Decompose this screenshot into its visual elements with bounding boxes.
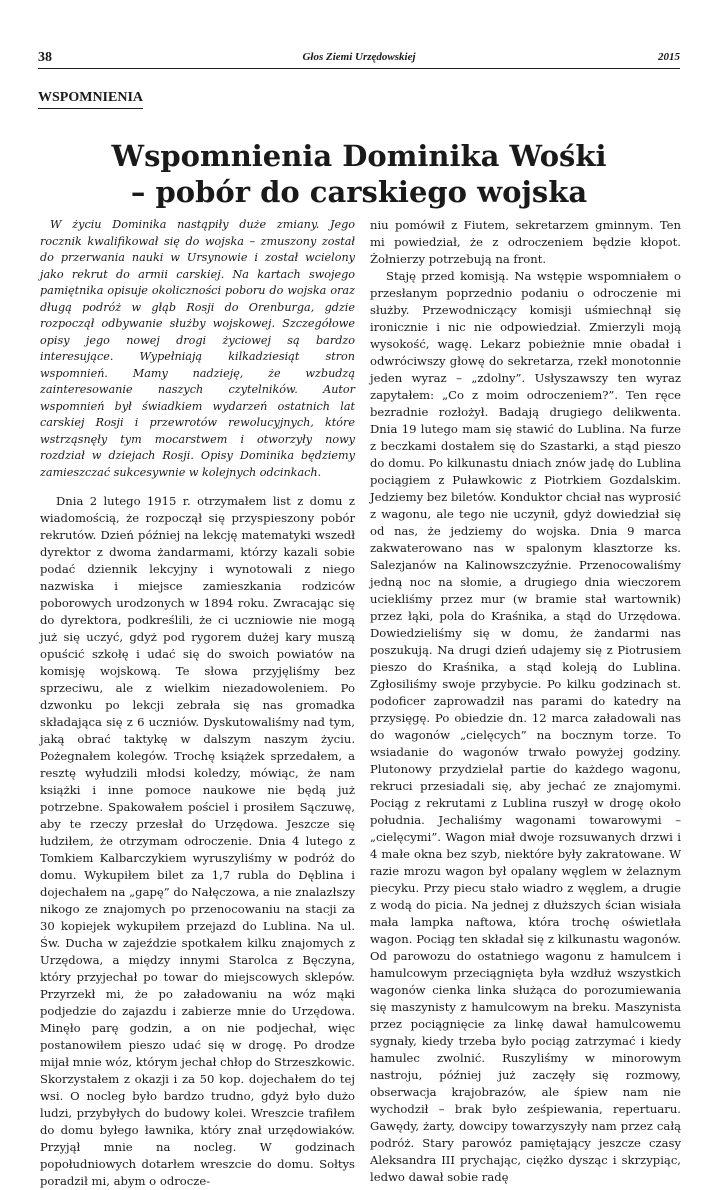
body-paragraph: Staję przed komisją. Na wstępie wspomniałem o przesłanym poprzednio podaniu o odroczenie mi służby. Przewodniczący komisji uśmiechnął się ironicznie i nic nie odpowiedział. Zmierzyli moją wysokość, wagę. Lekarz pobieżnie mnie obadał i odwróciwszy głowę do sekretarza, rzekł monotonnie jeden wyraz – „zdolny”. Usłyszawszy ten wyraz zapytałem: „Co z moim odroczeniem?”. Ten ręce bezradnie rozłożył. Badają drugiego delikwenta. Dnia 19 lutego mam się stawić do Lublina. Na furze z beczkami dostałem się do Szastarki, a stąd pieszo do domu. Po kilkunastu dniach znów jadę do Lublina pociągiem z Puławkowic z Piotrkiem Gozdalskim. Jedziemy bez biletów. Konduktor chciał nas wyprosić z wagonu, ale tego nie uczynił, gdyż dowiedział się od nas, że jedziemy do wojska. Dnia 9 marca zakwaterowano nas w spalonym klasztorze ks. Salezjanów na Kalinowszczyźnie. Przenocowaliśmy jedną noc na słomie, a drugiego dnia wieczorem uciekliśmy przez mur (w bramie stał wartownik) przez łąki, pola do Kraśnika, a stąd do Urzędowa. Dowiedzieliśmy się w domu, że żandarmi nas poszukują. Na drugi dzień udajemy się z Piotrusiem pieszo do Kraśnika, a stąd koleją do Lublina. Zgłosiliśmy swoje przybycie. Po kilku godzinach st. podoficer zaprowadził nas parami do katedry na przysięgę. Po obiedzie dn. 12 marca załadowali nas do wagonów „cielęcych” na bocznym torze. To wsiadanie do wagonów trwało powyżej godziny. Plutonowy przydzielał partie do każdego wagonu, rekruci przesiadali się, aby jechać ze znajomymi. Pociąg z rekrutami z Lublina ruszył w drogę około południa. Jechaliśmy wagonami towarowymi – „cielęcymi”. Wagon miał dwoje rozsuwanych drzwi i 4 małe okna bez szyb, niektóre były zakratowane. W razie mrozu wagon był opalany węglem w żelaznym piecyku. Przy piecu stało wiadro z węglem, a drugie z wodą do picia. Na jednej z dłuższych ścian wisiała mała lampka naftowa, która trochę oświetlała wagon. Pociąg ten składał się z kilkunastu wagonów. Od parowozu do ostatniego wagonu z hamulcem i hamulcowym przeciągnięta była wzdłuż wszystkich wagonów cienka linka służąca do porozumiewania się maszynisty z hamulcowym na breku. Maszynista przez pociągnięcie za linkę dawał hamulcowemu sygnały, kiedy trzeba było pociąg zatrzymać i kiedy hamulec zwolnić. Ruszyliśmy w minorowym nastroju, później już zaczęły się rozmowy, obserwacja krajobrazów, ale śpiew nam nie wychodził – brak było ześpiewania, repertuaru. Gawędy, żarty, dowcipy towarzyszyły nam przez całą podróż. Stary parowóz pamiętający jeszcze czasy Aleksandra III prychając, ciężko dysząc i skrzypiąc, ledwo dawał sobie radę [370,269,681,1184]
left-column [40,217,355,1190]
section-label: WSPOMNIENIA [38,90,143,109]
running-header [38,50,680,69]
article-title-line-1: Wspomnienia Dominika Wośki [111,139,607,173]
issue-year: 2015 [658,51,680,63]
journal-title: Głos Ziemi Urzędowskiej [302,51,416,63]
body-paragraph-continued: niu pomówił z Fiutem, sekretarzem gminnym. Ten mi powiedział, że z odroczeniem będzie kłopot. Żołnierzy potrzebują na front. [370,218,681,266]
body-paragraph: Dnia 2 lutego 1915 r. otrzymałem list z domu z wiadomością, że rozpoczął się przyspieszony pobór rekrutów. Dzień później na lekcję matematyki wszedł dyrektor z dwoma żandarmami, którzy kazali sobie podać dziennik lekcyjny i wynotowali z niego nazwiska i miejsce zamieszkania rodziców poborowych urodzonych w 1894 roku. Zwracając się do dyrektora, podkreślili, że ci uczniowie nie mogą już się uczyć, gdyż pod rygorem dużej kary muszą opuścić szkołę i udać się do swoich powiatów na komisję wojskową. Te słowa przyjęliśmy bez sprzeciwu, ale z wielkim niezadowoleniem. Po dzwonku po lekcji zebrała się nas gromadka składająca się z 6 uczniów. Dyskutowaliśmy nad tym, jaką obrać taktykę w dalszym naszym życiu. Pożegnałem kolegów. Trochę książek sprzedałem, a resztę wyłudzili młodsi koledzy, mówiąc, że nam książki i inne pomoce naukowe nie będą już potrzebne. Spakowałem pościel i prosiłem Sączuwę, aby te rzeczy przesłał do Urzędowa. Jeszcze się łudziłem, że otrzymam odroczenie. Dnia 4 lutego z Tomkiem Kalbarczykiem wyruszyliśmy w podróż do domu. Wykupiłem bilet za 1,7 rubla do Dęblina i dojechałem na „gapę” do Nałęczowa, a nie znalazłszy nikogo ze znajomych po przenocowaniu na stacji za 30 kopiejek wykupiłem przejazd do Lublina. Na ul. Św. Ducha w zajeździe spotkałem kilku znajomych z Urzędowa, a między innymi Starolca z Bęczyna, który przyjechał po towar do miejscowych sklepów. Przyrzekł mi, że po załadowaniu na wóz mąki podjedzie do zajazdu i zabierze mnie do Urzędowa. Minęło parę godzin, a on nie podjechał, więc postanowiłem pieszo udać się w drogę. Po drodze mijał mnie wóz, którym jechał chłop do Strzeszkowic. Skorzystałem z okazji i za 50 kop. dojechałem do tej wsi. O nocleg było bardzo trudno, gdyż było dużo ludzi, przybyłych do budowy kolei. Wreszcie trafiłem do domu byłego ławnika, który znał urzędowiaków. Przyjął mnie na nocleg. W godzinach popołudniowych dotarłem wreszcie do domu. Sołtys poradził mi, abym o odrocze- [40,494,355,1188]
article-title-line-2: – pobór do carskiego wojska [130,175,588,209]
page-number: 38 [38,50,52,65]
right-column [370,217,681,1186]
intro-paragraph: W życiu Dominika nastąpiły duże zmiany. Jego rocznik kwalifikował się do wojska – zmuszony został do przerwania nauki w Ursynowie i został wcielony jako rekrut do armii carskiej. Na kartach swojego pamiętnika opisuje okoliczności poboru do wojska oraz długą podróż w głąb Rosji do Orenburga, gdzie rozpoczął odbywanie służby wojskowej. Szczegółowe opisy jego nowej drogi życiowej są bardzo interesujące. Wypełniają kilkadziesiąt stron wspomnień. Mamy nadzieję, że wzbudzą zainteresowanie naszych czytelników. Autor wspomnień był świadkiem wydarzeń ostatnich lat carskiej Rosji i przewrotów rewolucyjnych, które wstrząsnęły tym mocarstwem i otworzyły nowy rozdział w dziejach Rosji. Opisy Dominika będziemy zamieszczać sukcesywnie w kolejnych odcinkach. [40,218,355,479]
